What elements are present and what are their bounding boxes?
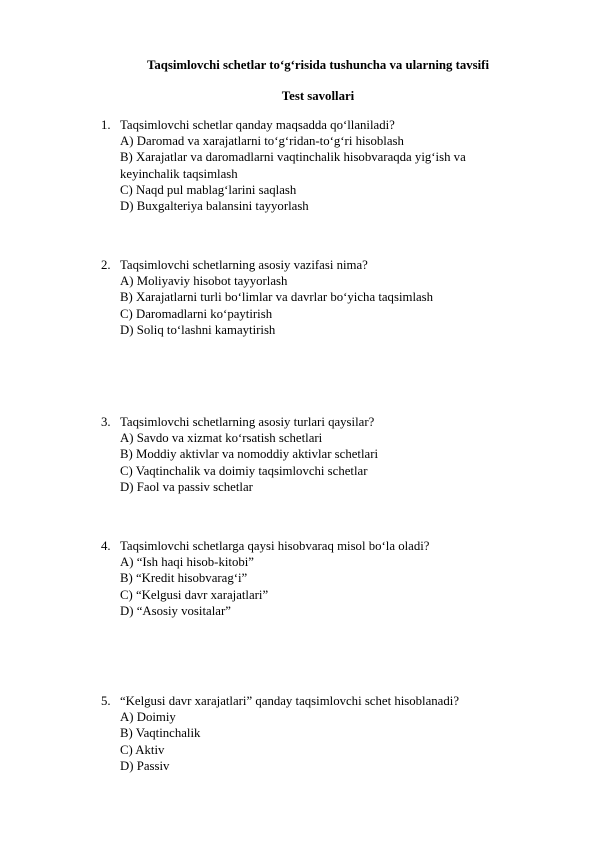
question-number: 4. [101,539,111,553]
answer-option: C) “Kelgusi davr xarajatlari” [120,587,269,602]
answer-option: D) Soliq to‘lashni kamaytirish [120,322,276,337]
answer-option: B) Xarajatlar va daromadlarni vaqtinchalik hisobvaraqda yig‘ish va keyinchalik taqsimlash [120,150,466,181]
document-subtitle: Test savollari [281,89,355,103]
question-text: Taqsimlovchi schetlarning asosiy turlari qaysilar? [120,415,375,429]
document-title: Taqsimlovchi schetlar to‘g‘risida tushuncha va ularning tavsifi [146,58,489,72]
answer-option: B) Xarajatlarni turli bo‘limlar va davrlar bo‘yicha taqsimlash [120,290,434,305]
question-text: Taqsimlovchi schetlar qanday maqsadda qo‘llaniladi? [120,118,395,132]
question-number: 5. [101,694,111,708]
answer-option: A) “Ish haqi hisob-kitobi” [120,555,254,570]
question-text: Taqsimlovchi schetlarning asosiy vazifasi nima? [120,258,368,272]
question-3 [101,414,521,495]
answer-option: B) Vaqtinchalik [120,726,201,741]
answer-option: B) Moddiy aktivlar va nomoddiy aktivlar schetlari [120,447,379,462]
question-text: “Kelgusi davr xarajatlari” qanday taqsimlovchi schet hisoblanadi? [120,694,459,708]
answer-options [101,430,521,495]
question-2 [101,257,521,338]
answer-option: D) Passiv [120,758,170,773]
answer-option: A) Doimiy [120,710,176,725]
answer-option: D) “Asosiy vositalar” [120,603,231,618]
answer-option: D) Faol va passiv schetlar [120,479,253,494]
answer-option: C) Vaqtinchalik va doimiy taqsimlovchi schetlar [120,463,368,478]
question-number: 3. [101,415,111,429]
answer-options [101,554,521,619]
answer-option: C) Naqd pul mablag‘larini saqlash [120,182,297,197]
question-text: Taqsimlovchi schetlarga qaysi hisobvaraq misol bo‘la oladi? [120,539,430,553]
question-4 [101,538,521,619]
question-number: 1. [101,118,111,132]
answer-option: C) Daromadlarni ko‘paytirish [120,306,273,321]
answer-option: A) Daromad va xarajatlarni to‘g‘ridan-to‘g‘ri hisoblash [120,134,404,149]
answer-options [101,273,521,338]
answer-option: B) “Kredit hisobvarag‘i” [120,571,248,586]
question-1 [101,117,521,214]
answer-option: C) Aktiv [120,742,165,757]
answer-options [101,709,521,774]
question-5 [101,693,521,774]
answer-option: A) Savdo va xizmat ko‘rsatish schetlari [120,431,323,446]
answer-option: D) Buxgalteriya balansini tayyorlash [120,199,309,214]
question-number: 2. [101,258,111,272]
answer-option: A) Moliyaviy hisobot tayyorlash [120,274,288,289]
answer-options [101,133,521,214]
